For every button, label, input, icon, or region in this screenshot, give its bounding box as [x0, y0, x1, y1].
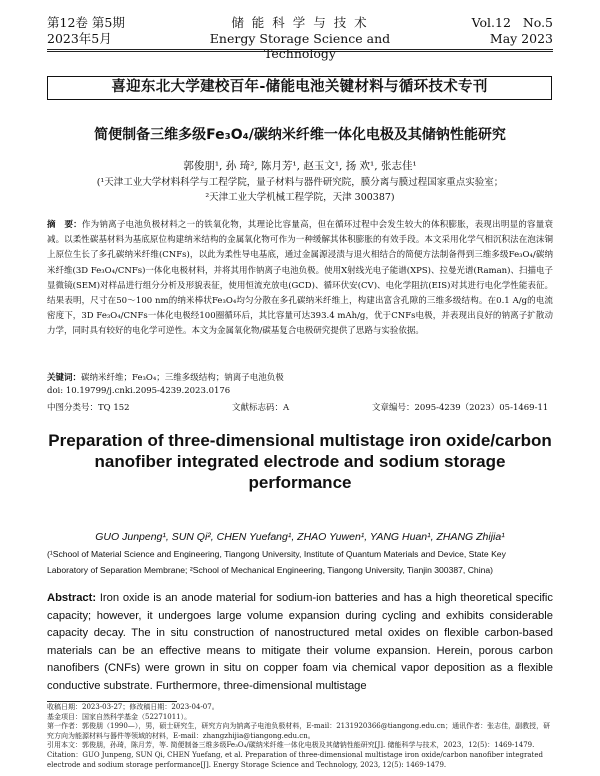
keywords-cn: [47, 371, 553, 386]
footnote-cite-en: Citation：GUO Junpeng, SUN Qi, CHEN Yuefang, et al. Preparation of three-dimensional multistage iron oxide/carbon nanofiber integrated electrode and sodium storage performance[J]. Energy Storage Science and Technology, 2023, 12(5): 1469-1479.: [47, 750, 543, 769]
journal-title-en: Energy Storage Science and Technology: [209, 31, 391, 61]
volume-cn: 第12卷 第5期: [47, 15, 125, 30]
keywords-cn-text: 碳纳米纤维；Fe₃O₄；三维多级结构；钠离子电池负极: [81, 373, 284, 383]
header-rule: [47, 49, 553, 50]
abstract-cn-label: 摘 要：: [47, 220, 82, 230]
keywords-cn-label: 关键词：: [47, 373, 82, 383]
affiliation-en-1: (¹School of Material Science and Engineering, Tiangong University, Institute of Quantum Materials and Device, State Key: [47, 549, 506, 559]
special-issue-banner: 喜迎东北大学建校百年-储能电池关键材料与循环技术专刊: [47, 76, 552, 100]
abstract-cn: [47, 218, 553, 340]
footnote-fund: 基金项目：国家自然科学基金（52271011）。: [47, 712, 192, 721]
header-rule-2: [47, 51, 553, 52]
authors-cn: 郭俊朋¹, 孙 琦², 陈月芳¹, 赵玉文¹, 扬 欢¹, 张志佳¹: [183, 160, 417, 172]
journal-title-cn: 储 能 科 学 与 技 术: [231, 15, 369, 30]
date-cn: 2023年5月: [47, 31, 112, 46]
footnote-first-author: 第一作者：郭俊朋（1990—），男，硕士研究生，研究方向为钠离子电池负极材料，E-mail：2131920366@tiangong.edu.cn；通讯作者：张志佳，副教授，研究方向为能源材料与器件等领域的材料，E-mail：zhangzhijia@tiangong.edu.cn。: [47, 722, 551, 740]
clc-number: 中图分类号：TQ 152: [47, 403, 130, 413]
footnotes: [47, 703, 553, 770]
footnote-cite-cn: 引用本文：郭俊朋，孙琦，陈月芳，等. 简便制备三维多级Fe₃O₄/碳纳米纤维一体化电极及其储钠性能研究[J]. 储能科学与技术，2023，12(5)：1469-1479.: [47, 741, 535, 750]
abstract-cn-text: 作为钠离子电池负极材料之一的铁氧化物，其理论比容量高，但在循环过程中会发生较大的体积膨胀，表现出明显的容量衰减。以柔性碳基材料为基底原位构建纳米结构的金属氧化物可作为一种缓解其体积膨胀的有效手段。本文采用化学气相沉积法在泡沫铜上原位生长了多孔碳纳米纤维(CNFs)，以此为柔性导电基底，通过金属源浸渍与退火相结合的简便方法制备得到三维多级Fe₃O₄/碳纳米纤维(3D Fe₃O₄/CNFs)一体化电极材料，并将其用作钠离子电池负极。使用X射线光电子能谱(XPS)、拉曼光谱(Raman)、扫描电子显微镜(SEM)对样品进行组分分析及形貌表征，使用恒流充放电(GCD)、循环伏安(CV)、电化学阻抗(EIS)对其进行电化学性能表征。结果表明，尺寸在50～100 nm的纳米棒状Fe₃O₄均匀分散在多孔碳纳米纤维上，构建出富含孔隙的三维多级结构。在0.1 A/g的电流密度下，3D Fe₃O₄/CNFs一体化电极经100圈循环后，其比容量可达393.4 mAh/g，优于CNFs电极，并表现出良好的钠离子扩散动力学，同时具有较好的电化学可逆性。本文为金属氧化物/碳基复合电极研究提供了思路与实验依据。: [47, 220, 553, 337]
footnote-received: 收稿日期：2023-03-27；修改稿日期：2023-04-07。: [47, 703, 219, 711]
abstract-en-label: Abstract:: [47, 592, 97, 604]
abstract-en-text: Iron oxide is an anode material for sodium-ion batteries and has a high theoretical specific capacity; however, it undergoes large volume expansion during cycling and exhibits considerable capacity decay. The in situ construction of nanostructured metal oxides on flexible carbon-based materials can be an effective means to mitigate their volume expansion. Herein, porous carbon nanofibers (CNFs) were grown in situ on copper foam via chemical vapor deposition as a flexible conductive substrate. Furthermore, three-dimensional multistage: [47, 592, 553, 692]
affiliation-en-2: Laboratory of Separation Membrane; ²School of Mechanical Engineering, Tiangong University, Tianjin 300387, China): [47, 565, 494, 575]
article-number: 文章编号：2095-4239（2023）05-1469-11: [372, 403, 549, 413]
abstract-en: [47, 590, 553, 695]
document-code: 文献标志码：A: [232, 403, 290, 413]
authors-en: GUO Junpeng¹, SUN Qi², CHEN Yuefang¹, ZHAO Yuwen¹, YANG Huan¹, ZHANG Zhijia¹: [95, 531, 505, 543]
date-en: May 2023: [489, 31, 553, 46]
volume-en: Vol.12 No.5: [471, 15, 553, 30]
doi: doi: 10.19799/j.cnki.2095-4239.2023.0176: [47, 386, 231, 396]
affiliation-cn-2: ²天津工业大学机械工程学院，天津 300387): [205, 192, 395, 203]
affiliation-cn-1: (¹天津工业大学材料科学与工程学院，量子材料与器件研究院，膜分离与膜过程国家重点实验室；: [96, 177, 504, 188]
title-en: Preparation of three-dimensional multistage iron oxide/carbon nanofiber integrated electrode and sodium storage performance: [48, 431, 552, 492]
title-cn: 简便制备三维多级Fe₃O₄/碳纳米纤维一体化电极及其储钠性能研究: [94, 127, 506, 143]
footnote-rule: [47, 701, 177, 702]
